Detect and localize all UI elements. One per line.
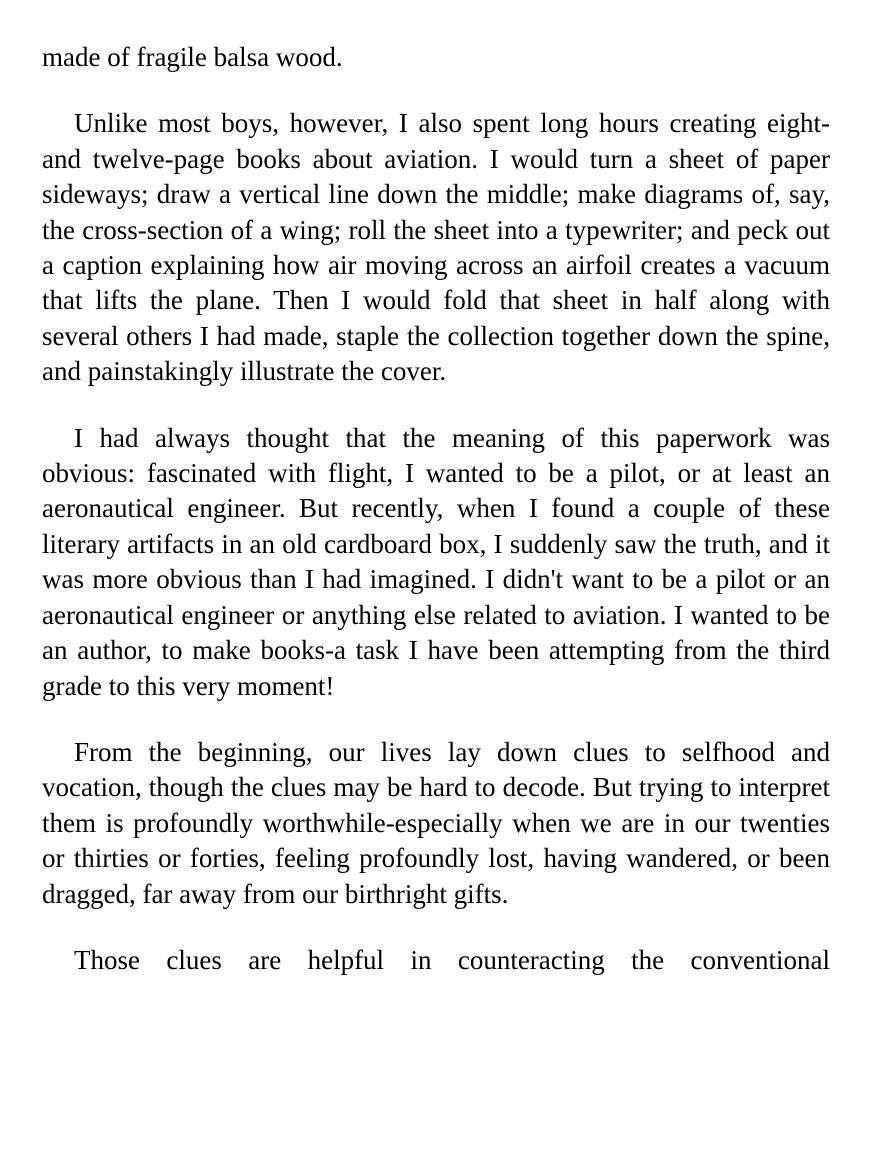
- paragraph-clues-to-selfhood: From the beginning, our lives lay down clues to selfhood and vocation, though the clues may be hard to decode. But trying to interpret them is profoundly worthwhile-especially when we are in our twenties or thirties or forties, feeling profoundly lost, having wandered, or been dragged, far away from our birthright gifts.: [42, 736, 830, 909]
- paragraph-meaning-of-paperwork: I had always thought that the meaning of this paperwork was obvious: fascinated with flight, I wanted to be a pilot, or at least an aeronautical engineer. But recently, when I found a couple of these literary artifacts in an old cardboard box, I suddenly saw the truth, and it was more obvious than I had imagined. I didn't want to be a pilot or an aeronautical engineer or anything else related to aviation. I wanted to be an author, to make books-a task I have been attempting from the third grade to this very moment!: [42, 422, 830, 701]
- paragraph-aviation-books: Unlike most boys, however, I also spent long hours creating eight- and twelve-page books about aviation. I would turn a sheet of paper sideways; draw a vertical line down the middle; make diagrams of, say, the cross-section of a wing; roll the sheet into a typewriter; and peck out a caption explaining how air moving across an airfoil creates a vacuum that lifts the plane. Then I would fold that sheet in half along with several others I had made, staple the collection together down the spine, and painstakingly illustrate the cover.: [42, 108, 830, 387]
- paragraph-counteracting: Those clues are helpful in counteracting the conventional: [74, 944, 830, 975]
- document-page: [42, 40, 830, 1009]
- paragraph-continued: made of fragile balsa wood.: [42, 42, 343, 72]
